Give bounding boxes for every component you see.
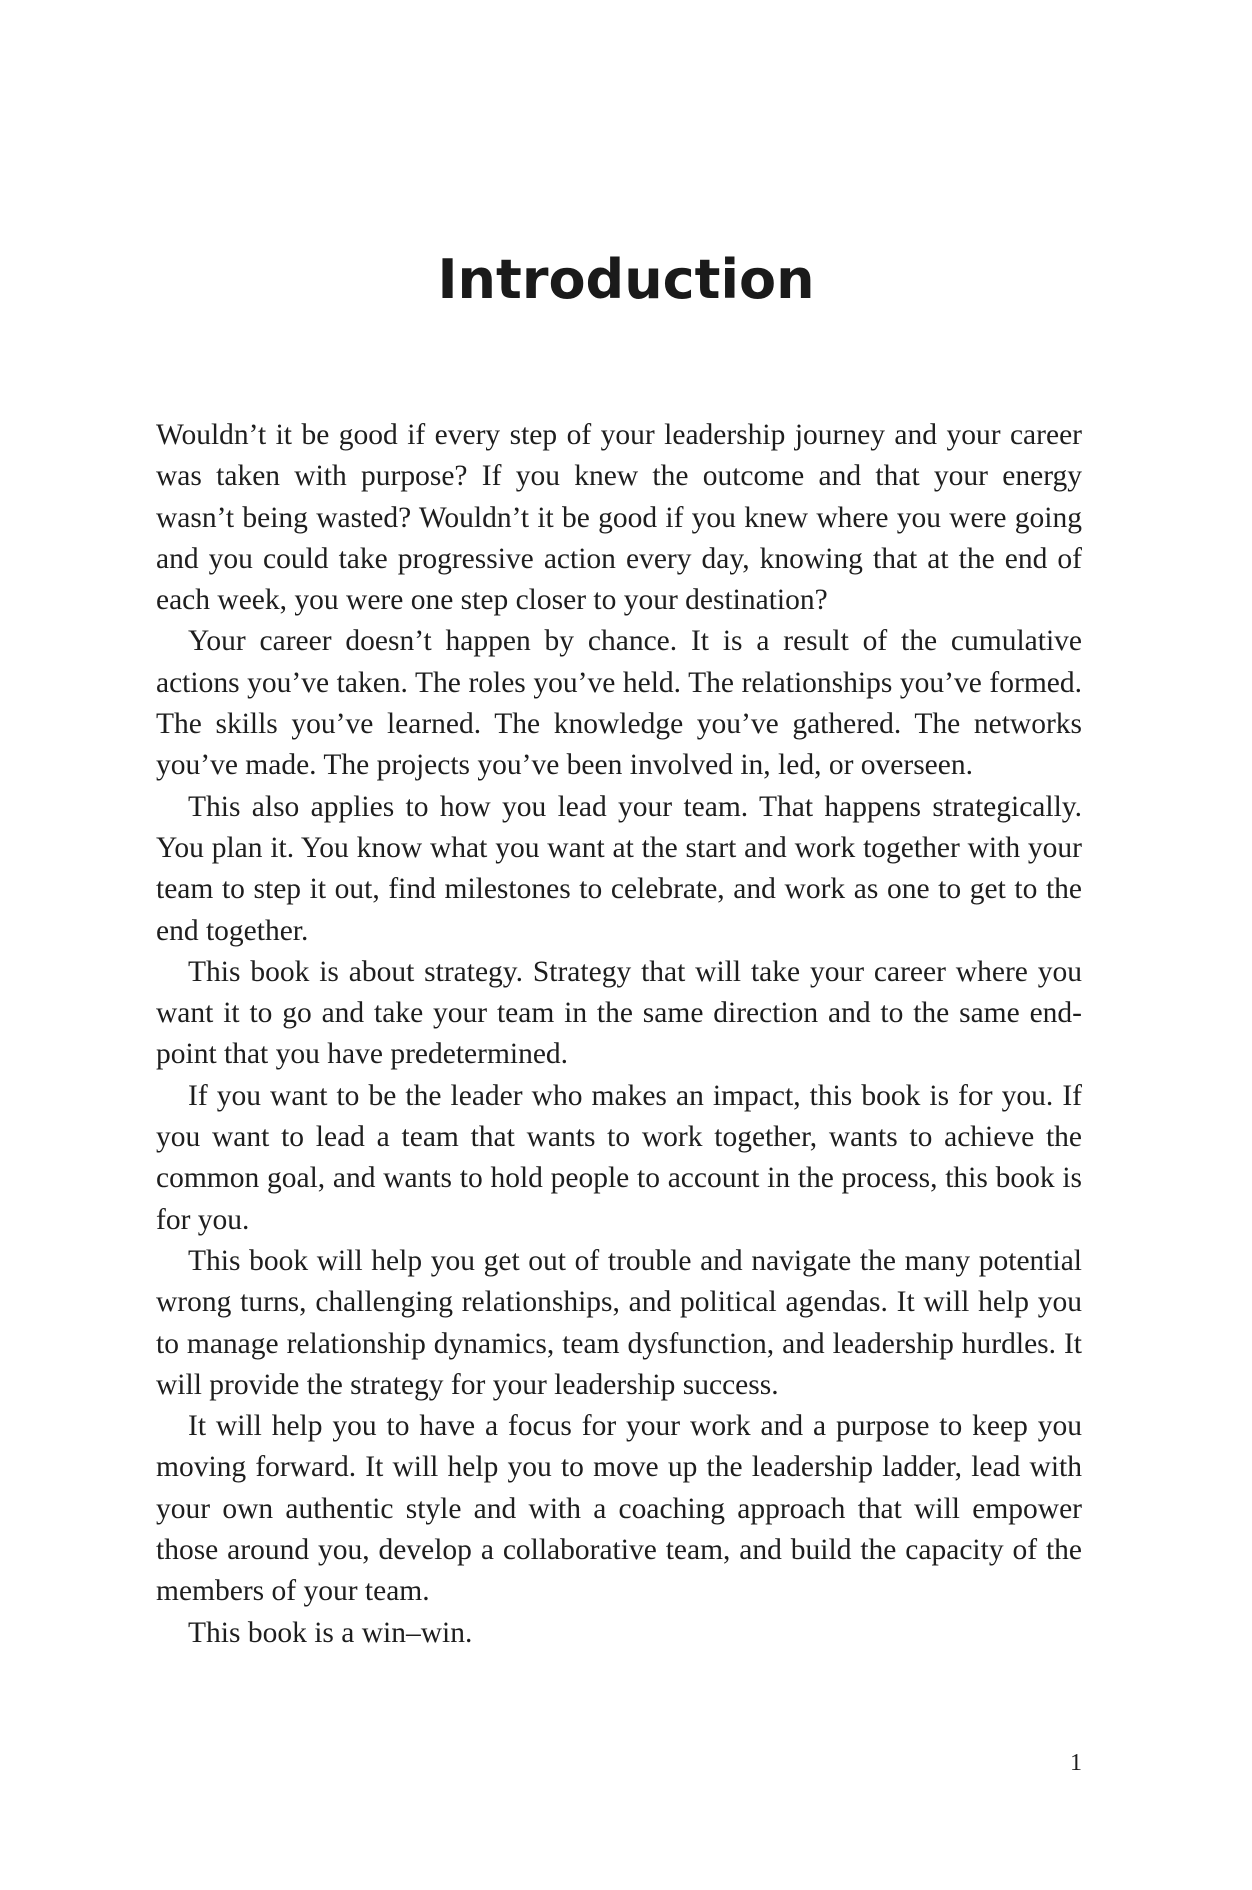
paragraph: This book will help you get out of trouble and navigate the many potential wrong turns, challenging relationships, and political agendas. It will help you to manage relationship dynamics, team dysfunction, and leadership hurdles. It will provide the strategy for your leadership success. (156, 1244, 1082, 1401)
paragraph: This book is a win–win. (188, 1616, 473, 1649)
paragraph: If you want to be the leader who makes an impact, this book is for you. If you want to lead a team that wants to work together, wants to achieve the common goal, and wants to hold people to account in the process, this book is for you. (156, 1079, 1082, 1236)
paragraph: Wouldn’t it be good if every step of your leadership journey and your career was taken with purpose? If you knew the outcome and that your energy wasn’t being wasted? Wouldn’t it be good if you knew where you were going and you could take progressive action every day, knowing that at the end of each week, you were one step closer to your destination? (156, 419, 1082, 617)
chapter-title: Introduction (437, 248, 815, 311)
paragraph: This also applies to how you lead your team. That happens strategically. You plan it. You know what you want at the start and work together with your team to step it out, find milestones to celebrate, and work as one to get to the end together. (156, 790, 1082, 947)
paragraph: Your career doesn’t happen by chance. It is a result of the cumulative actions you’ve taken. The roles you’ve held. The relationships you’ve formed. The skills you’ve learned. The knowledge you’ve gathered. The networks you’ve made. The projects you’ve been involved in, led, or overseen. (156, 625, 1082, 782)
paragraph: This book is about strategy. Strategy that will take your career where you want it to go and take your team in the same direction and to the same end-point that you have predetermined. (156, 955, 1082, 1071)
page-number: 1 (1070, 1750, 1082, 1776)
paragraph: It will help you to have a focus for your work and a purpose to keep you moving forward. It will help you to move up the leadership ladder, lead with your own authentic style and with a coaching approach that will empower those around you, develop a collaborative team, and build the capacity of the members of your team. (156, 1410, 1082, 1608)
chapter-body (156, 415, 1082, 1654)
